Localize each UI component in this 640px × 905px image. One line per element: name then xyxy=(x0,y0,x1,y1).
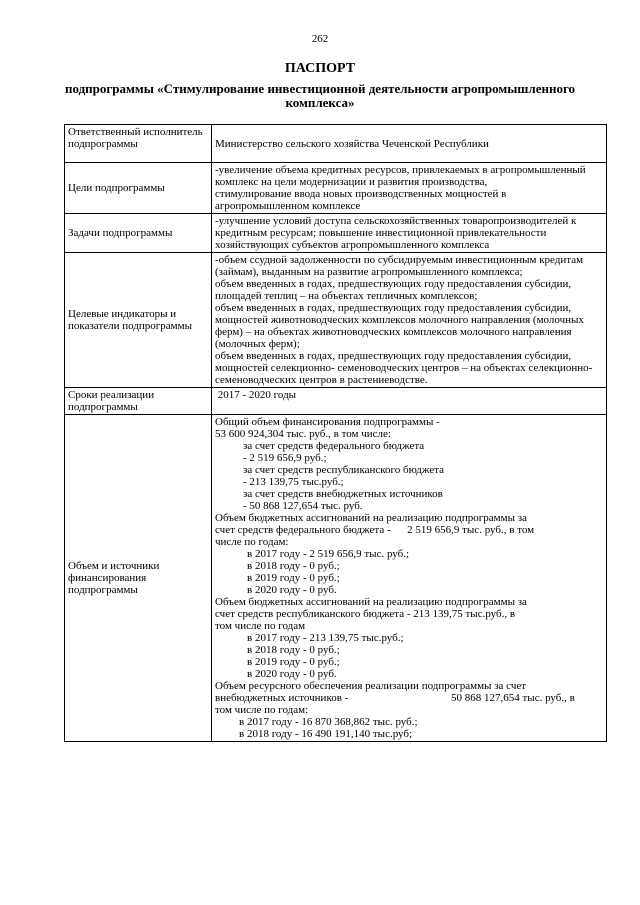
federal-2020: в 2020 году - 0 руб. xyxy=(247,584,337,596)
tasks-label: Задачи подпрограммы xyxy=(65,214,212,253)
financing-value xyxy=(212,415,607,742)
page-number: 262 xyxy=(311,33,329,45)
table-row-tasks xyxy=(65,214,607,253)
financing-extrabudget-head: за счет средств внебюджетных источников xyxy=(243,488,443,500)
federal-allocation-line3: числе по годам: xyxy=(215,536,289,548)
table-row-responsible xyxy=(65,125,607,163)
extrabudget-allocation-line3: том числе по годам: xyxy=(215,704,309,716)
responsible-label: Ответственный исполнитель подпрограммы xyxy=(65,125,212,163)
republic-allocation-line3: том числе по годам xyxy=(215,620,306,632)
republic-allocation-line2: счет средств республиканского бюджета - 213 139,75 тыс.руб., в xyxy=(215,608,516,620)
document-title: ПАСПОРТ xyxy=(284,61,356,76)
financing-federal-sum: - 2 519 656,9 руб.; xyxy=(243,452,327,464)
period-label: Сроки реализации подпрограммы xyxy=(65,388,212,415)
table-row-period xyxy=(65,388,607,415)
responsible-value: Министерство сельского хозяйства Чеченской Республики xyxy=(212,125,607,163)
republic-2019: в 2019 году - 0 руб.; xyxy=(247,656,340,668)
document-subtitle: подпрограммы «Стимулирование инвестиционной деятельности агропромышленного комплекса» xyxy=(64,81,576,110)
republic-2018: в 2018 году - 0 руб.; xyxy=(247,644,340,656)
federal-2018: в 2018 году - 0 руб.; xyxy=(247,560,340,572)
federal-2019: в 2019 году - 0 руб.; xyxy=(247,572,340,584)
extrabudget-allocation-label: внебюджетных источников - xyxy=(215,692,349,704)
extrabudget-2018: в 2018 году - 16 490 191,140 тыс.руб; xyxy=(239,728,413,740)
goals-value: -увеличение объема кредитных ресурсов, привлекаемых в агропромышленный комплекс на цели модернизации и развития производства, стимулирование ввода новых производственных мощностей в агропромышленном комплексе xyxy=(212,163,607,214)
republic-2020: в 2020 году - 0 руб. xyxy=(247,668,337,680)
indicators-label: Целевые индикаторы и показатели подпрограммы xyxy=(65,253,212,388)
extrabudget-2017: в 2017 году - 16 870 368,862 тыс. руб.; xyxy=(239,716,418,728)
financing-total-line1: Общий объем финансирования подпрограммы - xyxy=(215,416,440,428)
period-value: 2017 - 2020 годы xyxy=(212,388,607,415)
table-row-indicators xyxy=(65,253,607,388)
financing-label: Объем и источники финансирования подпрограммы xyxy=(65,415,212,742)
indicators-value: -объем ссудной задолженности по субсидируемым инвестиционным кредитам (займам), выданным на развитие агропромышленного комплекса; объем введенных в годах, предшествующих году предоставления субсидии, площадей теплиц – на объектах тепличных комплексов; объем введенных в годах, предшествующих году предоставления субсидии, мощностей животноводческих комплексов молочного направления (молочных ферм) – на объектах животноводческих комплексов молочного направления (молочных ферм); объем введенных в годах, предшествующих году предоставления субсидии, мощностей селекционно- семеноводческих центров – на объектах селекционно- семеноводческих центров в растениеводстве. xyxy=(212,253,607,388)
tasks-value: -улучшение условий доступа сельскохозяйственных товаропроизводителей к кредитным ресурсам; повышение инвестиционной привлекательности хозяйствующих субъектов агропромышленного комплекса xyxy=(212,214,607,253)
extrabudget-allocation-line1: Объем ресурсного обеспечения реализации подпрограммы за счет xyxy=(215,680,527,692)
federal-2017: в 2017 году - 2 519 656,9 тыс. руб.; xyxy=(247,548,410,560)
extrabudget-allocation-line2 xyxy=(215,692,603,704)
financing-republic-head: за счет средств республиканского бюджета xyxy=(243,464,445,476)
federal-allocation-line2: счет средств федерального бюджета - 2 519 656,9 тыс. руб., в том xyxy=(215,524,535,536)
financing-federal-head: за счет средств федерального бюджета xyxy=(243,440,425,452)
financing-total-line2: 53 600 924,304 тыс. руб., в том числе: xyxy=(215,428,391,440)
federal-allocation-line1: Объем бюджетных ассигнований на реализацию подпрограммы за xyxy=(215,512,527,524)
extrabudget-allocation-amount: 50 868 127,654 тыс. руб., в xyxy=(451,692,575,704)
financing-extrabudget-sum: - 50 868 127,654 тыс. руб. xyxy=(243,500,363,512)
passport-table xyxy=(64,124,607,742)
table-row-financing xyxy=(65,415,607,742)
table-row-goals xyxy=(65,163,607,214)
republic-2017: в 2017 году - 213 139,75 тыс.руб.; xyxy=(247,632,404,644)
financing-republic-sum: - 213 139,75 тыс.руб.; xyxy=(243,476,344,488)
goals-label: Цели подпрограммы xyxy=(65,163,212,214)
republic-allocation-line1: Объем бюджетных ассигнований на реализацию подпрограммы за xyxy=(215,596,527,608)
